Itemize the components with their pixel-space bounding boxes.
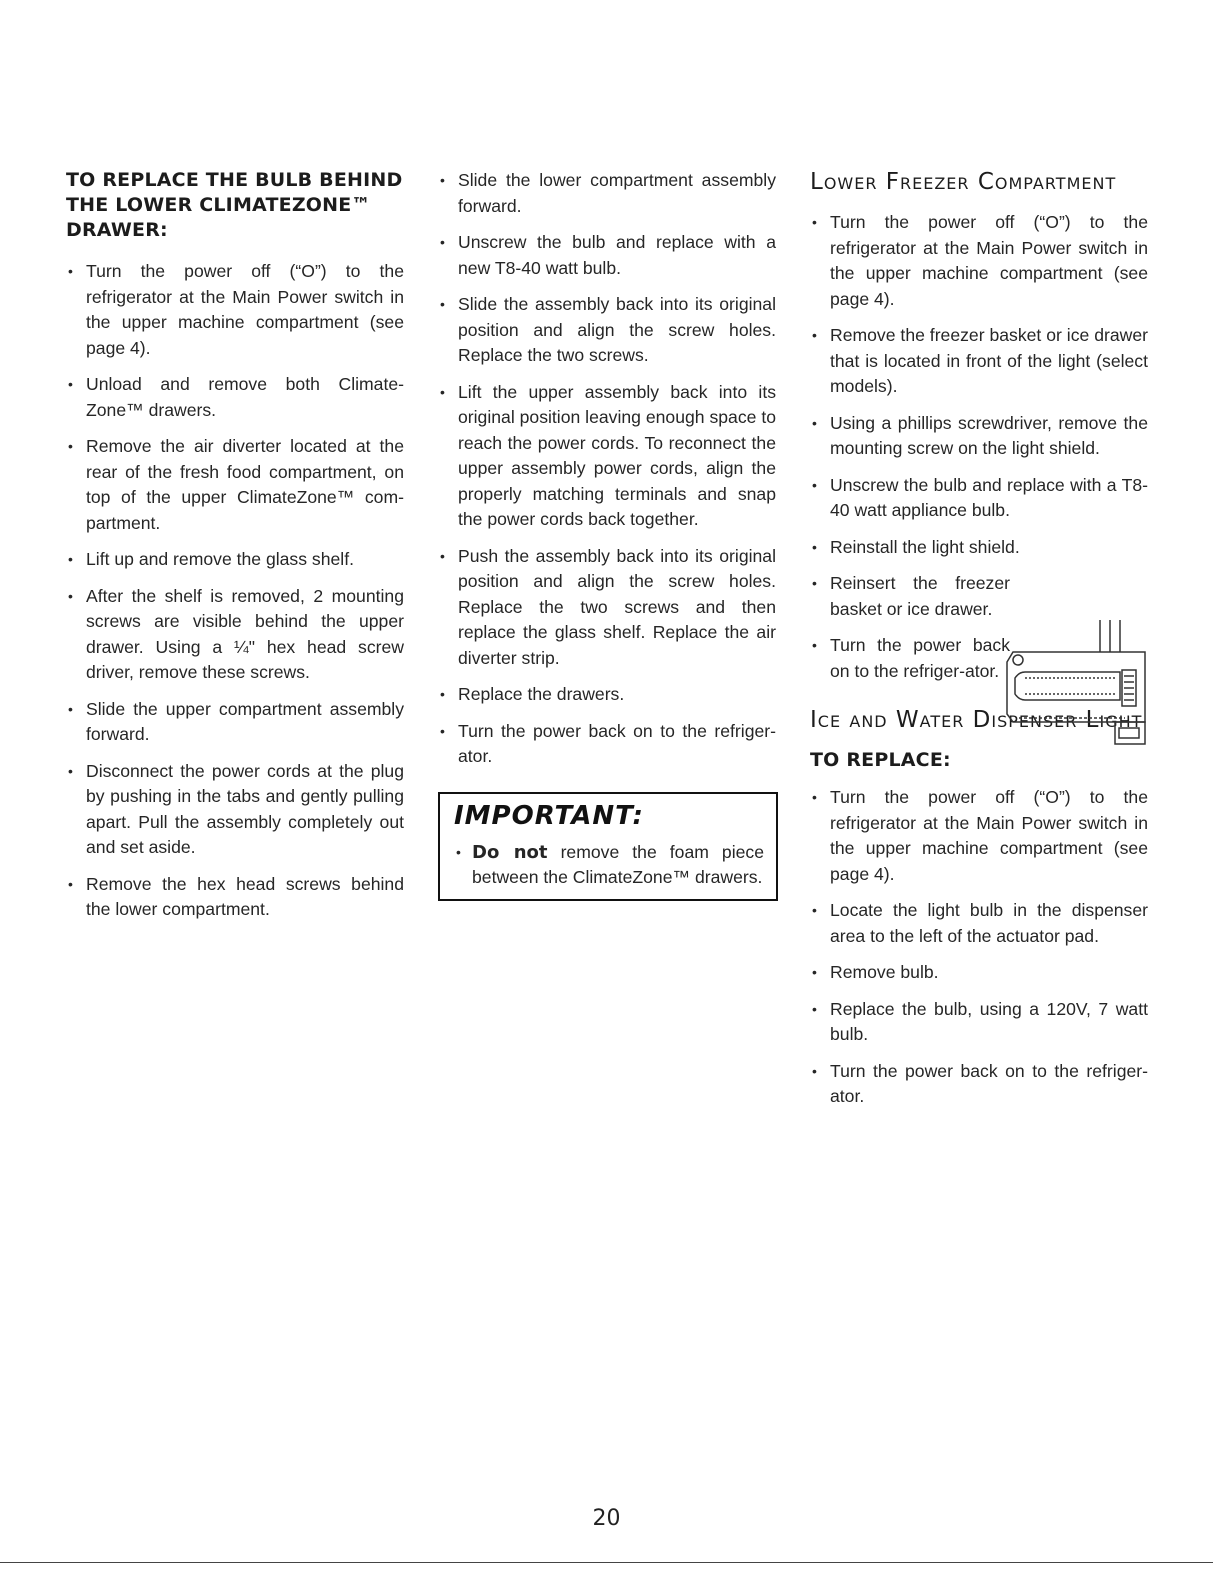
bullet-icon: • xyxy=(68,263,73,279)
list-item: • Reinstall the light shield. xyxy=(810,535,1148,561)
important-emphasis: Do not xyxy=(472,841,548,863)
section-subheading-to-replace: TO REPLACE: xyxy=(810,749,951,771)
steps-list xyxy=(810,785,1148,1110)
steps-list xyxy=(810,210,1148,684)
list-item: • Lift the upper assembly back into its original position leaving enough space to reach the power cords. To reconnect the upper assembly power cords, align the properly matching terminals and snap the power cords back together. xyxy=(440,381,776,529)
section-heading-dispenser-light: Ice and Water Dispenser Light xyxy=(810,707,1143,733)
bullet-icon: • xyxy=(68,551,73,567)
column-middle xyxy=(438,168,776,901)
section-heading-climatezone-bulb: TO REPLACE THE BULB BEHIND THE LOWER CLIMATEZONE™ DRAWER: xyxy=(66,169,403,241)
steps-list xyxy=(438,168,776,770)
bullet-icon: • xyxy=(68,700,73,717)
list-item: • Push the assembly back into its original position and align the screw holes. Replace the two screws and then replace the glass shelf. Replace the air diverter strip. xyxy=(440,545,776,668)
bullet-icon: • xyxy=(812,637,817,653)
bullet-icon: • xyxy=(440,234,445,250)
bullet-icon: • xyxy=(812,902,817,918)
bullet-icon: • xyxy=(440,547,445,564)
bullet-icon: • xyxy=(812,1062,817,1079)
bullet-icon: • xyxy=(440,722,445,739)
important-notice-box xyxy=(438,792,778,901)
column-left xyxy=(66,168,404,934)
bullet-icon: • xyxy=(812,538,817,555)
bullet-icon: • xyxy=(68,762,73,779)
list-item: • Lift up and remove the glass shelf. xyxy=(66,547,404,573)
list-item: • Remove the freezer basket or ice drawer that is located in front of the light (select models). xyxy=(812,325,1148,396)
list-item: • Turn the power off (“O”) to the refrigerator at the Main Power switch in the upper machine compartment (see page 4). xyxy=(812,212,1148,309)
bullet-icon: • xyxy=(812,327,817,343)
list-item: • Turn the power off (“O”) to the refrigerator at the Main Power switch in the upper machine compartment (see page 4). xyxy=(812,787,1148,884)
list-item: • Remove the air diverter located at the rear of the fresh food compartment, on top of the upper ClimateZone™ com-partment. xyxy=(68,436,404,533)
list-item: • Remove the hex head screws behind the lower compartment. xyxy=(68,873,404,919)
list-item: • Slide the upper compartment assembly forward. xyxy=(68,698,404,744)
bullet-icon: • xyxy=(812,476,817,493)
page-number: 20 xyxy=(592,1506,621,1531)
list-item: • Disconnect the power cords at the plug by pushing in the tabs and gently pulling apart. Pull the assembly completely out and set aside. xyxy=(68,760,404,857)
list-item: • Turn the power off (“O”) to the refrigerator at the Main Power switch in the upper machine compartment (see page 4). xyxy=(68,261,404,358)
bullet-icon: • xyxy=(812,575,817,591)
list-item: • Using a phillips screwdriver, remove the mounting screw on the light shield. xyxy=(812,412,1148,458)
bullet-icon: • xyxy=(68,376,73,392)
list-item: • Turn the power back on to the refriger-ator. xyxy=(812,635,1010,681)
list-item: • Slide the assembly back into its original position and align the screw holes. Replace the two screws. xyxy=(440,294,776,365)
bullet-icon: • xyxy=(68,875,73,892)
important-text: • Do not remove the foam piece between the ClimateZone™ drawers. xyxy=(456,841,764,887)
bullet-icon: • xyxy=(440,296,445,312)
list-item: • Replace the bulb, using a 120V, 7 watt bulb. xyxy=(812,998,1148,1044)
bullet-icon: • xyxy=(68,587,73,604)
bullet-icon: • xyxy=(812,789,817,805)
list-item: • Reinsert the freezer basket or ice drawer. xyxy=(812,573,1010,619)
section-heading-lower-freezer: Lower Freezer Compartment xyxy=(810,169,1117,195)
steps-list xyxy=(66,259,404,923)
list-item: • Slide the lower compartment assembly forward. xyxy=(440,170,776,216)
list-item: • Unscrew the bulb and replace with a T8-40 watt appliance bulb. xyxy=(812,474,1148,520)
bullet-icon: • xyxy=(68,438,73,454)
list-item: • Unload and remove both Climate-Zone™ drawers. xyxy=(68,374,404,420)
important-title: IMPORTANT: xyxy=(454,800,644,831)
freezer-drawer-illustration xyxy=(1005,618,1150,748)
bullet-icon: • xyxy=(812,414,817,431)
list-item: • Unscrew the bulb and replace with a new T8-40 watt bulb. xyxy=(440,232,776,278)
bullet-icon: • xyxy=(812,964,817,980)
bullet-icon: • xyxy=(812,1000,817,1017)
list-item: • After the shelf is removed, 2 mounting screws are visible behind the upper drawer. Using a ¼" hex head screw driver, remove these screws. xyxy=(68,585,404,682)
bottom-divider xyxy=(0,1562,1213,1563)
list-item: • Replace the drawers. xyxy=(438,682,776,708)
bullet-icon: • xyxy=(440,172,445,188)
bullet-icon: • xyxy=(812,214,817,230)
bullet-icon: • xyxy=(440,686,445,702)
list-item: • Locate the light bulb in the dispenser area to the left of the actuator pad. xyxy=(812,900,1148,946)
list-item: • Turn the power back on to the refriger-ator. xyxy=(440,720,776,766)
list-item: • Remove bulb. xyxy=(810,960,1148,986)
bullet-icon: • xyxy=(456,843,461,860)
list-item: • Turn the power back on to the refriger-ator. xyxy=(812,1060,1148,1106)
bullet-icon: • xyxy=(440,383,445,400)
